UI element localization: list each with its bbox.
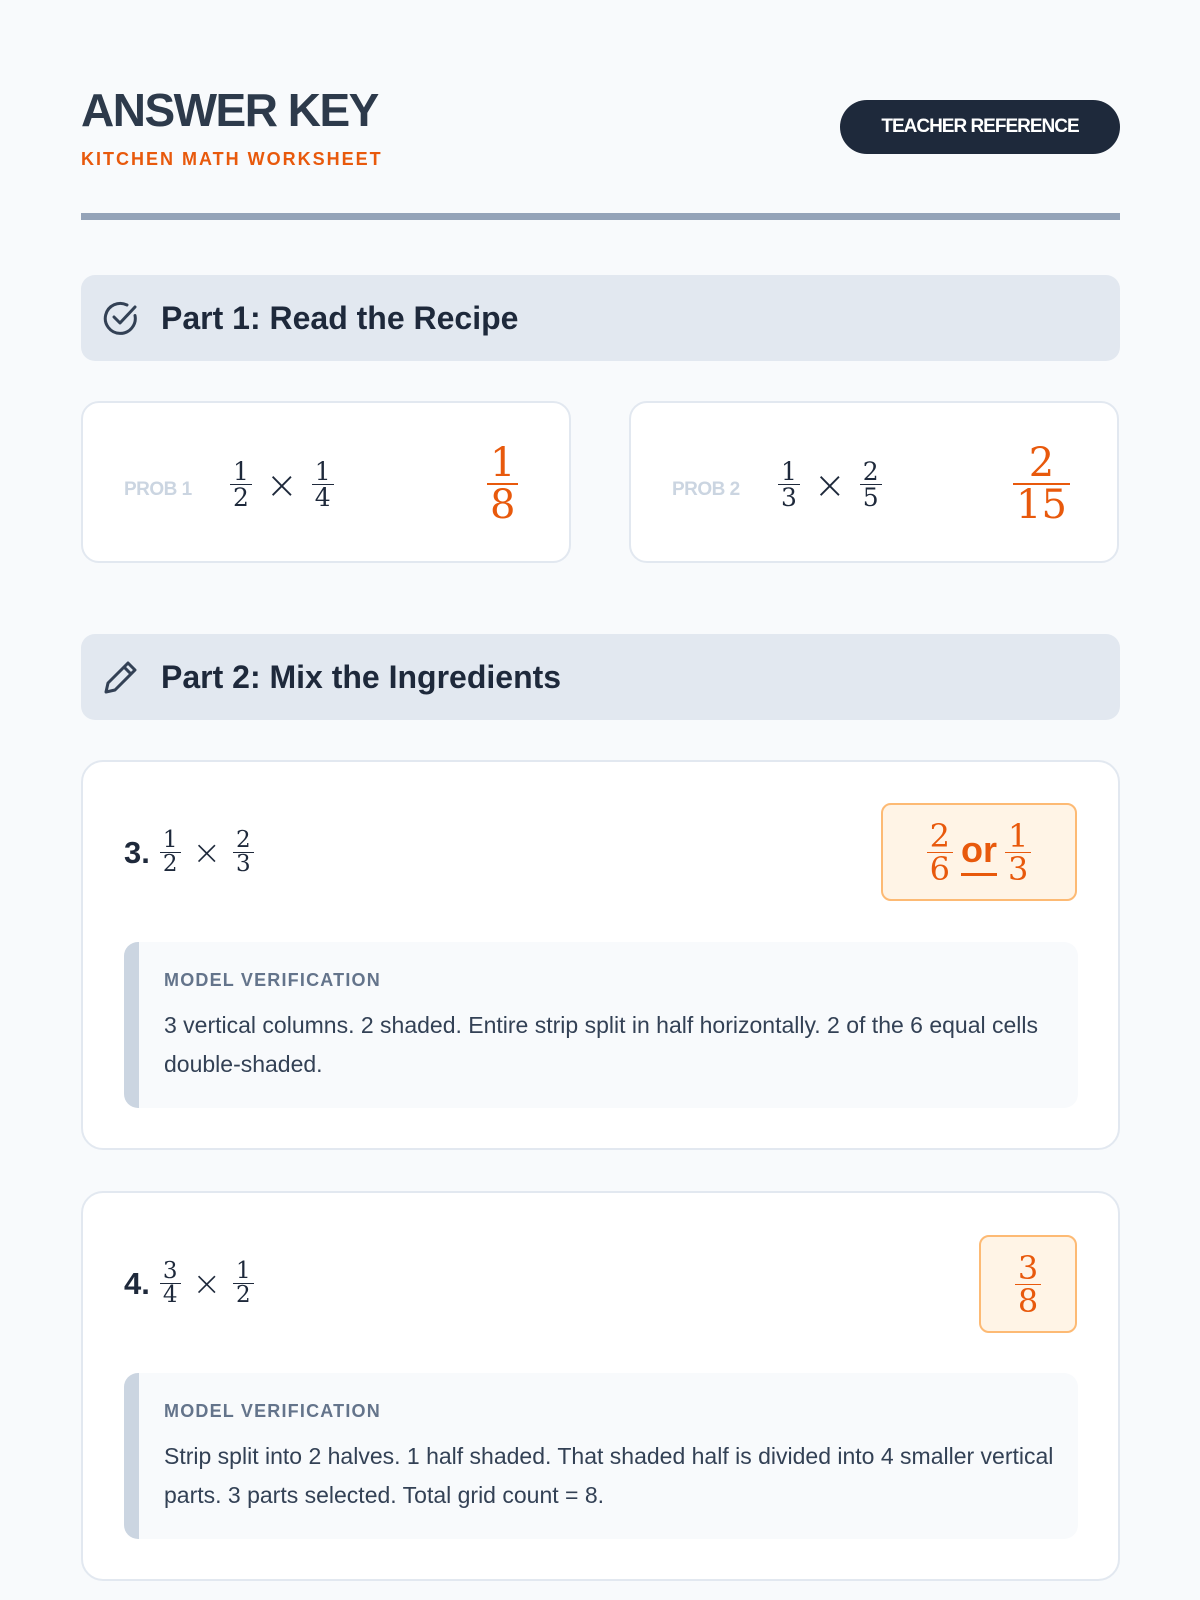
verification-text: 3 vertical columns. 2 shaded. Entire strip split in half horizontally. 2 of the 6 equal cells double-shaded. — [164, 1012, 1039, 1077]
fraction — [1015, 1248, 1041, 1320]
problem-card-4 — [81, 1191, 1120, 1581]
section-title: Part 2: Mix the Ingredients — [161, 658, 562, 695]
denominator: 2 — [233, 483, 249, 512]
denominator: 5 — [862, 483, 879, 512]
answer-fraction — [487, 440, 518, 528]
denominator: 8 — [1017, 1281, 1039, 1320]
problem-label: PROB 1 — [124, 479, 192, 500]
times-symbol: × — [265, 462, 298, 507]
denominator: 8 — [490, 482, 516, 528]
fraction — [778, 459, 800, 510]
denominator: 2 — [236, 1282, 251, 1308]
fraction — [1005, 816, 1031, 888]
problem-card-3 — [81, 760, 1120, 1150]
numerator: 2 — [862, 457, 879, 486]
problem-card-1 — [81, 401, 571, 563]
pencil-icon — [101, 657, 141, 697]
answer-box — [881, 803, 1077, 901]
page-subtitle: KITCHEN MATH WORKSHEET — [81, 149, 383, 169]
times-symbol: × — [192, 1263, 221, 1304]
model-verification — [124, 942, 1078, 1108]
fraction — [927, 816, 953, 888]
page-title: ANSWER KEY — [81, 84, 378, 136]
denominator: 3 — [236, 851, 251, 877]
numerator: 3 — [162, 1258, 178, 1284]
answer-fraction — [1013, 440, 1070, 528]
fraction — [233, 829, 254, 876]
teacher-reference-badge: TEACHER REFERENCE — [840, 100, 1120, 154]
fraction — [1013, 440, 1070, 528]
section-part-1 — [81, 275, 1120, 361]
problem-expression — [124, 829, 254, 876]
times-symbol: × — [813, 462, 846, 507]
fraction — [487, 440, 518, 528]
fraction — [312, 459, 334, 510]
numerator: 1 — [236, 1258, 251, 1284]
numerator: 1 — [162, 827, 178, 853]
problem-expression — [230, 459, 334, 510]
header — [81, 0, 1120, 220]
denominator: 2 — [162, 851, 178, 877]
denominator: 3 — [1008, 849, 1029, 888]
numerator: 1 — [490, 440, 516, 486]
section-part-2 — [81, 634, 1120, 720]
numerator: 2 — [1028, 440, 1055, 486]
answer-key-page — [81, 0, 1120, 1508]
fraction — [160, 1260, 181, 1307]
header-divider — [81, 213, 1120, 220]
problem-expression — [778, 459, 882, 510]
denominator: 3 — [781, 483, 797, 512]
fraction — [860, 459, 882, 510]
verification-label: MODEL VERIFICATION — [164, 1401, 381, 1421]
answer-box — [979, 1235, 1077, 1333]
or-label: or — [961, 829, 997, 876]
verification-text: Strip split into 2 halves. 1 half shaded. That shaded half is divided into 4 smaller vertical parts. 3 parts selected. Total grid count = 8. — [164, 1443, 1054, 1508]
numerator: 1 — [314, 457, 331, 486]
verification-label: MODEL VERIFICATION — [164, 970, 381, 990]
numerator: 1 — [1008, 816, 1029, 855]
problem-number: 4. — [124, 1265, 150, 1301]
check-circle-icon — [101, 298, 141, 338]
fraction — [230, 459, 252, 510]
times-symbol: × — [192, 832, 221, 873]
numerator: 1 — [233, 457, 249, 486]
numerator: 1 — [781, 457, 797, 486]
numerator: 3 — [1017, 1248, 1039, 1287]
denominator: 4 — [162, 1282, 178, 1308]
model-verification — [124, 1373, 1078, 1539]
numerator: 2 — [236, 827, 251, 853]
problem-card-2 — [629, 401, 1119, 563]
problem-expression — [124, 1260, 254, 1307]
denominator: 6 — [929, 849, 950, 888]
section-title: Part 1: Read the Recipe — [161, 299, 519, 336]
problem-number: 3. — [124, 834, 150, 870]
problem-label: PROB 2 — [672, 479, 740, 500]
fraction — [160, 829, 181, 876]
denominator: 15 — [1016, 482, 1067, 528]
numerator: 2 — [929, 816, 950, 855]
fraction — [233, 1260, 254, 1307]
denominator: 4 — [314, 483, 331, 512]
